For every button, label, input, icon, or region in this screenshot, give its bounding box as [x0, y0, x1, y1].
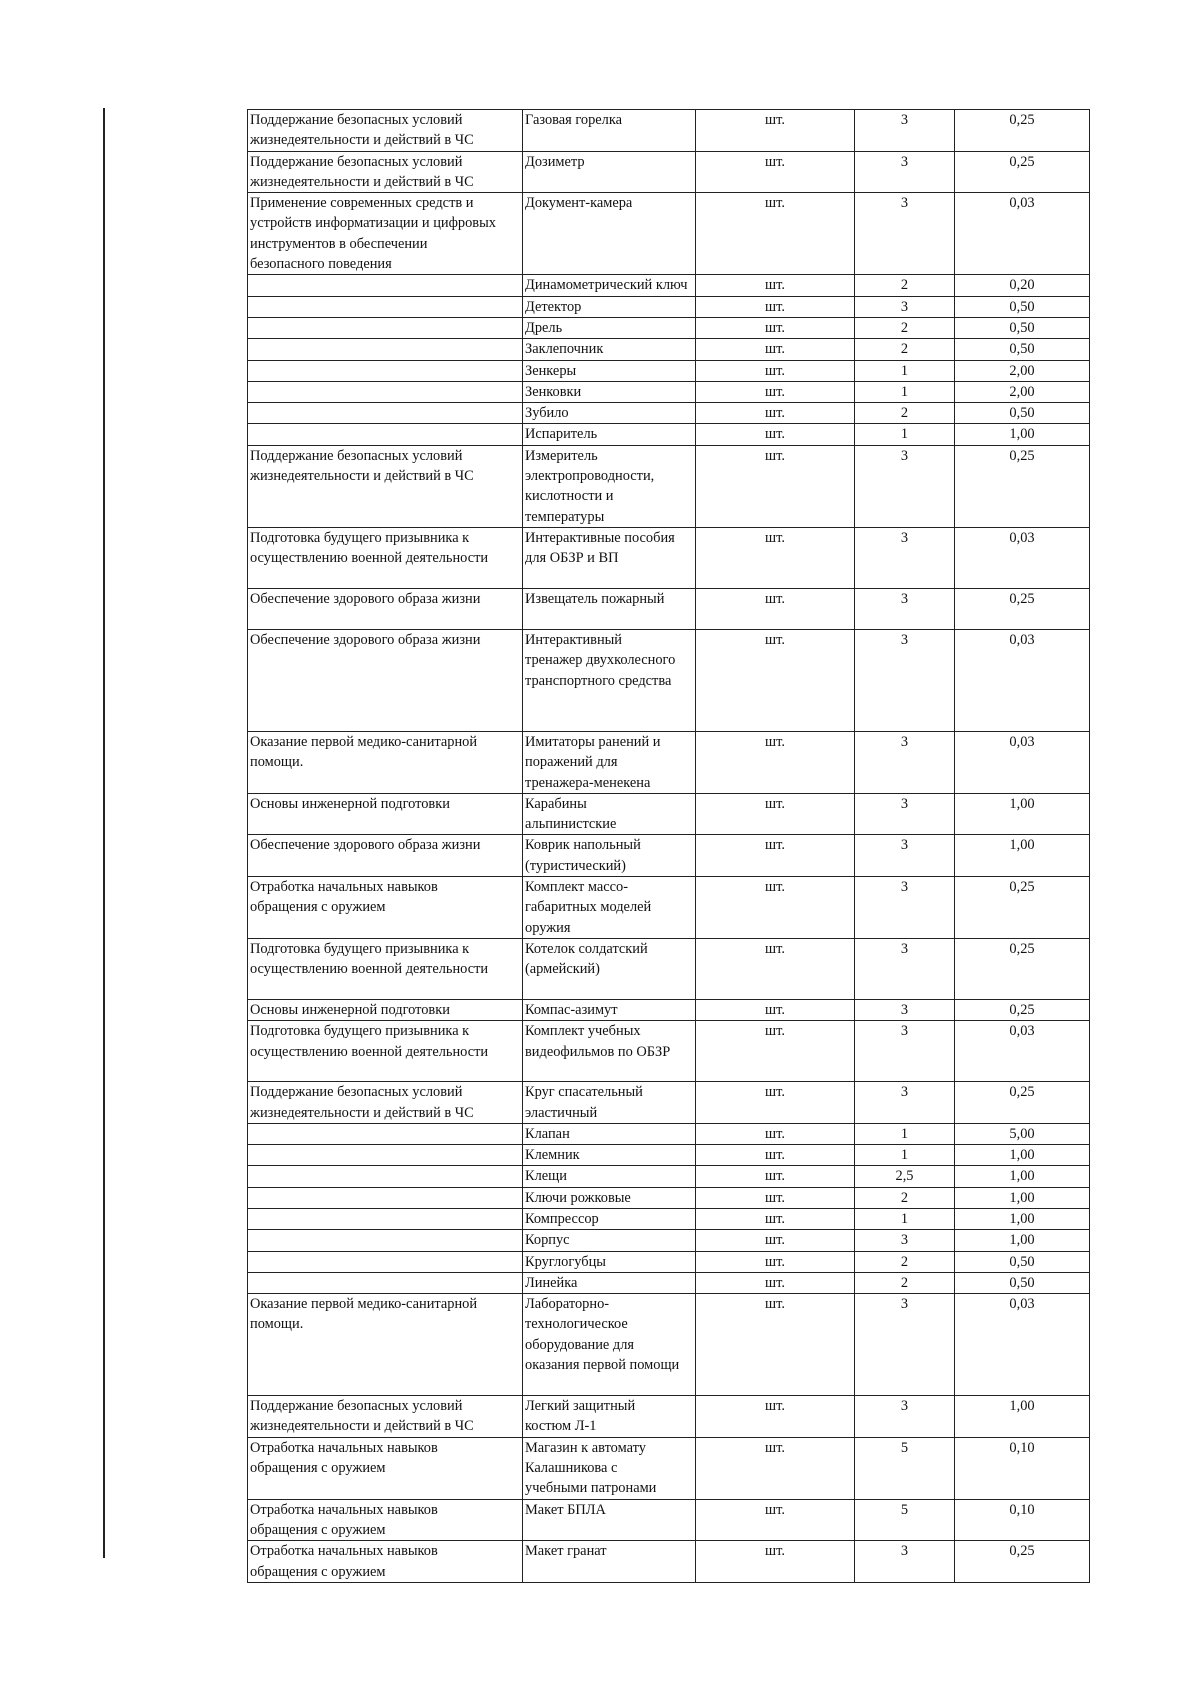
- item-name-cell: Интерактивные пособия для ОБЗР и ВП: [523, 527, 696, 588]
- section-cell: [248, 381, 523, 402]
- table-row: [248, 1082, 1090, 1124]
- section-cell: [248, 1166, 523, 1187]
- quantity-cell: 2: [855, 1187, 955, 1208]
- item-name-cell: Коврик напольный (туристический): [523, 835, 696, 877]
- item-name-cell: Дозиметр: [523, 151, 696, 193]
- item-name-cell: Зенковки: [523, 381, 696, 402]
- norm-cell: 0,50: [955, 296, 1090, 317]
- table-row: [248, 1166, 1090, 1187]
- unit-cell: шт.: [696, 275, 855, 296]
- quantity-cell: 1: [855, 381, 955, 402]
- item-name-cell: Документ-камера: [523, 193, 696, 275]
- norm-cell: 1,00: [955, 1396, 1090, 1438]
- section-cell: Поддержание безопасных условий жизнедеятельности и действий в ЧС: [248, 1082, 523, 1124]
- table-row: [248, 275, 1090, 296]
- unit-cell: шт.: [696, 527, 855, 588]
- item-name-cell: Котелок солдатский (армейский): [523, 938, 696, 999]
- item-name-cell: Клапан: [523, 1123, 696, 1144]
- quantity-cell: 2: [855, 339, 955, 360]
- item-name-cell: Клемник: [523, 1145, 696, 1166]
- section-cell: Подготовка будущего призывника к осуществлению военной деятельности: [248, 1021, 523, 1082]
- table-row: [248, 317, 1090, 338]
- norm-cell: 5,00: [955, 1123, 1090, 1144]
- section-cell: Подготовка будущего призывника к осуществлению военной деятельности: [248, 527, 523, 588]
- norm-cell: 0,25: [955, 151, 1090, 193]
- table-row: [248, 835, 1090, 877]
- unit-cell: шт.: [696, 381, 855, 402]
- item-name-cell: Макет гранат: [523, 1541, 696, 1583]
- norm-cell: 0,50: [955, 403, 1090, 424]
- quantity-cell: 1: [855, 360, 955, 381]
- section-cell: Отработка начальных навыков обращения с оружием: [248, 1499, 523, 1541]
- item-name-cell: Извещатель пожарный: [523, 588, 696, 629]
- unit-cell: шт.: [696, 296, 855, 317]
- unit-cell: шт.: [696, 193, 855, 275]
- section-cell: Подготовка будущего призывника к осуществлению военной деятельности: [248, 938, 523, 999]
- section-cell: [248, 1145, 523, 1166]
- table-row: [248, 793, 1090, 835]
- table-row: [248, 1123, 1090, 1144]
- item-name-cell: Интерактивный тренажер двухколесного транспортного средства: [523, 629, 696, 731]
- table-row: [248, 339, 1090, 360]
- table-row: [248, 110, 1090, 152]
- norm-cell: 1,00: [955, 1208, 1090, 1229]
- table-row: [248, 999, 1090, 1020]
- item-name-cell: Зубило: [523, 403, 696, 424]
- table-row: [248, 527, 1090, 588]
- norm-cell: 0,25: [955, 999, 1090, 1020]
- unit-cell: шт.: [696, 1123, 855, 1144]
- quantity-cell: 3: [855, 793, 955, 835]
- unit-cell: шт.: [696, 588, 855, 629]
- table-row: [248, 445, 1090, 527]
- table-row: [248, 424, 1090, 445]
- quantity-cell: 2: [855, 317, 955, 338]
- section-cell: [248, 424, 523, 445]
- section-cell: [248, 403, 523, 424]
- section-cell: [248, 360, 523, 381]
- quantity-cell: 3: [855, 938, 955, 999]
- norm-cell: 0,25: [955, 938, 1090, 999]
- norm-cell: 0,25: [955, 1541, 1090, 1583]
- norm-cell: 0,03: [955, 731, 1090, 793]
- table-row: [248, 193, 1090, 275]
- unit-cell: шт.: [696, 317, 855, 338]
- unit-cell: шт.: [696, 1251, 855, 1272]
- item-name-cell: Корпус: [523, 1230, 696, 1251]
- table-row: [248, 588, 1090, 629]
- norm-cell: 0,25: [955, 588, 1090, 629]
- unit-cell: шт.: [696, 151, 855, 193]
- norm-cell: 0,03: [955, 1021, 1090, 1082]
- unit-cell: шт.: [696, 424, 855, 445]
- section-cell: Обеспечение здорового образа жизни: [248, 835, 523, 877]
- norm-cell: 0,25: [955, 1082, 1090, 1124]
- norm-cell: 1,00: [955, 1145, 1090, 1166]
- unit-cell: шт.: [696, 1272, 855, 1293]
- item-name-cell: Лабораторно- технологическое оборудование для оказания первой помощи: [523, 1294, 696, 1396]
- margin-rule: [103, 108, 105, 1558]
- unit-cell: шт.: [696, 1021, 855, 1082]
- quantity-cell: 3: [855, 835, 955, 877]
- section-cell: Оказание первой медико-санитарной помощи.: [248, 1294, 523, 1396]
- unit-cell: шт.: [696, 1145, 855, 1166]
- quantity-cell: 3: [855, 527, 955, 588]
- norm-cell: 0,25: [955, 110, 1090, 152]
- quantity-cell: 3: [855, 1021, 955, 1082]
- table-row: [248, 1437, 1090, 1499]
- unit-cell: шт.: [696, 1499, 855, 1541]
- table-row: [248, 629, 1090, 731]
- quantity-cell: 2: [855, 1251, 955, 1272]
- section-cell: Поддержание безопасных условий жизнедеятельности и действий в ЧС: [248, 151, 523, 193]
- item-name-cell: Легкий защитный костюм Л-1: [523, 1396, 696, 1438]
- section-cell: [248, 275, 523, 296]
- quantity-cell: 1: [855, 424, 955, 445]
- quantity-cell: 3: [855, 445, 955, 527]
- item-name-cell: Компрессор: [523, 1208, 696, 1229]
- norm-cell: 0,25: [955, 877, 1090, 939]
- unit-cell: шт.: [696, 731, 855, 793]
- item-name-cell: Ключи рожковые: [523, 1187, 696, 1208]
- unit-cell: шт.: [696, 877, 855, 939]
- table-row: [248, 1145, 1090, 1166]
- unit-cell: шт.: [696, 1166, 855, 1187]
- norm-cell: 0,03: [955, 193, 1090, 275]
- section-cell: Поддержание безопасных условий жизнедеятельности и действий в ЧС: [248, 110, 523, 152]
- quantity-cell: 3: [855, 1396, 955, 1438]
- section-cell: Отработка начальных навыков обращения с оружием: [248, 877, 523, 939]
- item-name-cell: Заклепочник: [523, 339, 696, 360]
- unit-cell: шт.: [696, 938, 855, 999]
- item-name-cell: Газовая горелка: [523, 110, 696, 152]
- unit-cell: шт.: [696, 835, 855, 877]
- table-row: [248, 1272, 1090, 1293]
- table-row: [248, 1208, 1090, 1229]
- quantity-cell: 5: [855, 1437, 955, 1499]
- norm-cell: 0,50: [955, 1251, 1090, 1272]
- unit-cell: шт.: [696, 1082, 855, 1124]
- section-cell: [248, 317, 523, 338]
- quantity-cell: 3: [855, 1230, 955, 1251]
- table-row: [248, 151, 1090, 193]
- item-name-cell: Комплект массо- габаритных моделей оружия: [523, 877, 696, 939]
- quantity-cell: 3: [855, 193, 955, 275]
- norm-cell: 0,10: [955, 1499, 1090, 1541]
- item-name-cell: Магазин к автомату Калашникова с учебными патронами: [523, 1437, 696, 1499]
- section-cell: Обеспечение здорового образа жизни: [248, 629, 523, 731]
- section-cell: Основы инженерной подготовки: [248, 793, 523, 835]
- quantity-cell: 3: [855, 588, 955, 629]
- item-name-cell: Круг спасательный эластичный: [523, 1082, 696, 1124]
- norm-cell: 0,50: [955, 339, 1090, 360]
- norm-cell: 1,00: [955, 424, 1090, 445]
- norm-cell: 0,03: [955, 629, 1090, 731]
- unit-cell: шт.: [696, 629, 855, 731]
- quantity-cell: 1: [855, 1145, 955, 1166]
- norm-cell: 1,00: [955, 1230, 1090, 1251]
- quantity-cell: 3: [855, 1294, 955, 1396]
- table-row: [248, 1230, 1090, 1251]
- equipment-table: [247, 109, 1090, 1583]
- table-row: [248, 731, 1090, 793]
- quantity-cell: 3: [855, 151, 955, 193]
- unit-cell: шт.: [696, 1437, 855, 1499]
- item-name-cell: Детектор: [523, 296, 696, 317]
- quantity-cell: 3: [855, 1541, 955, 1583]
- section-cell: Поддержание безопасных условий жизнедеятельности и действий в ЧС: [248, 1396, 523, 1438]
- item-name-cell: Испаритель: [523, 424, 696, 445]
- section-cell: Отработка начальных навыков обращения с оружием: [248, 1541, 523, 1583]
- unit-cell: шт.: [696, 403, 855, 424]
- unit-cell: шт.: [696, 1187, 855, 1208]
- unit-cell: шт.: [696, 999, 855, 1020]
- item-name-cell: Макет БПЛА: [523, 1499, 696, 1541]
- item-name-cell: Компас-азимут: [523, 999, 696, 1020]
- section-cell: [248, 1208, 523, 1229]
- section-cell: Поддержание безопасных условий жизнедеятельности и действий в ЧС: [248, 445, 523, 527]
- quantity-cell: 3: [855, 877, 955, 939]
- quantity-cell: 2,5: [855, 1166, 955, 1187]
- unit-cell: шт.: [696, 1541, 855, 1583]
- norm-cell: 1,00: [955, 1187, 1090, 1208]
- unit-cell: шт.: [696, 1396, 855, 1438]
- quantity-cell: 5: [855, 1499, 955, 1541]
- item-name-cell: Динамометрический ключ: [523, 275, 696, 296]
- norm-cell: 0,03: [955, 527, 1090, 588]
- section-cell: [248, 339, 523, 360]
- quantity-cell: 3: [855, 629, 955, 731]
- item-name-cell: Карабины альпинистские: [523, 793, 696, 835]
- section-cell: Отработка начальных навыков обращения с оружием: [248, 1437, 523, 1499]
- quantity-cell: 3: [855, 731, 955, 793]
- norm-cell: 0,25: [955, 445, 1090, 527]
- unit-cell: шт.: [696, 110, 855, 152]
- table-row: [248, 1021, 1090, 1082]
- section-cell: Применение современных средств и устройств информатизации и цифровых инструментов в обеспечении безопасного поведения: [248, 193, 523, 275]
- table-row: [248, 296, 1090, 317]
- quantity-cell: 3: [855, 296, 955, 317]
- norm-cell: 2,00: [955, 360, 1090, 381]
- table-row: [248, 938, 1090, 999]
- quantity-cell: 2: [855, 275, 955, 296]
- table-row: [248, 877, 1090, 939]
- item-name-cell: Зенкеры: [523, 360, 696, 381]
- unit-cell: шт.: [696, 445, 855, 527]
- quantity-cell: 3: [855, 999, 955, 1020]
- item-name-cell: Клещи: [523, 1166, 696, 1187]
- quantity-cell: 3: [855, 110, 955, 152]
- section-cell: [248, 1123, 523, 1144]
- table-row: [248, 360, 1090, 381]
- quantity-cell: 1: [855, 1208, 955, 1229]
- section-cell: Обеспечение здорового образа жизни: [248, 588, 523, 629]
- table-row: [248, 381, 1090, 402]
- quantity-cell: 1: [855, 1123, 955, 1144]
- item-name-cell: Имитаторы ранений и поражений для тренажера-менекена: [523, 731, 696, 793]
- norm-cell: 0,03: [955, 1294, 1090, 1396]
- norm-cell: 1,00: [955, 793, 1090, 835]
- norm-cell: 0,10: [955, 1437, 1090, 1499]
- section-cell: [248, 296, 523, 317]
- item-name-cell: Линейка: [523, 1272, 696, 1293]
- table-row: [248, 1499, 1090, 1541]
- table-row: [248, 1251, 1090, 1272]
- section-cell: [248, 1272, 523, 1293]
- unit-cell: шт.: [696, 1208, 855, 1229]
- norm-cell: 1,00: [955, 835, 1090, 877]
- norm-cell: 0,50: [955, 317, 1090, 338]
- table-row: [248, 1396, 1090, 1438]
- item-name-cell: Круглогубцы: [523, 1251, 696, 1272]
- quantity-cell: 2: [855, 403, 955, 424]
- unit-cell: шт.: [696, 360, 855, 381]
- unit-cell: шт.: [696, 1294, 855, 1396]
- unit-cell: шт.: [696, 1230, 855, 1251]
- quantity-cell: 3: [855, 1082, 955, 1124]
- table-row: [248, 1541, 1090, 1583]
- section-cell: [248, 1251, 523, 1272]
- section-cell: Оказание первой медико-санитарной помощи.: [248, 731, 523, 793]
- section-cell: [248, 1187, 523, 1208]
- quantity-cell: 2: [855, 1272, 955, 1293]
- item-name-cell: Комплект учебных видеофильмов по ОБЗР: [523, 1021, 696, 1082]
- table-row: [248, 403, 1090, 424]
- table-row: [248, 1187, 1090, 1208]
- norm-cell: 2,00: [955, 381, 1090, 402]
- section-cell: Основы инженерной подготовки: [248, 999, 523, 1020]
- unit-cell: шт.: [696, 793, 855, 835]
- item-name-cell: Измеритель электропроводности, кислотности и температуры: [523, 445, 696, 527]
- section-cell: [248, 1230, 523, 1251]
- unit-cell: шт.: [696, 339, 855, 360]
- norm-cell: 1,00: [955, 1166, 1090, 1187]
- item-name-cell: Дрель: [523, 317, 696, 338]
- table-row: [248, 1294, 1090, 1396]
- norm-cell: 0,20: [955, 275, 1090, 296]
- norm-cell: 0,50: [955, 1272, 1090, 1293]
